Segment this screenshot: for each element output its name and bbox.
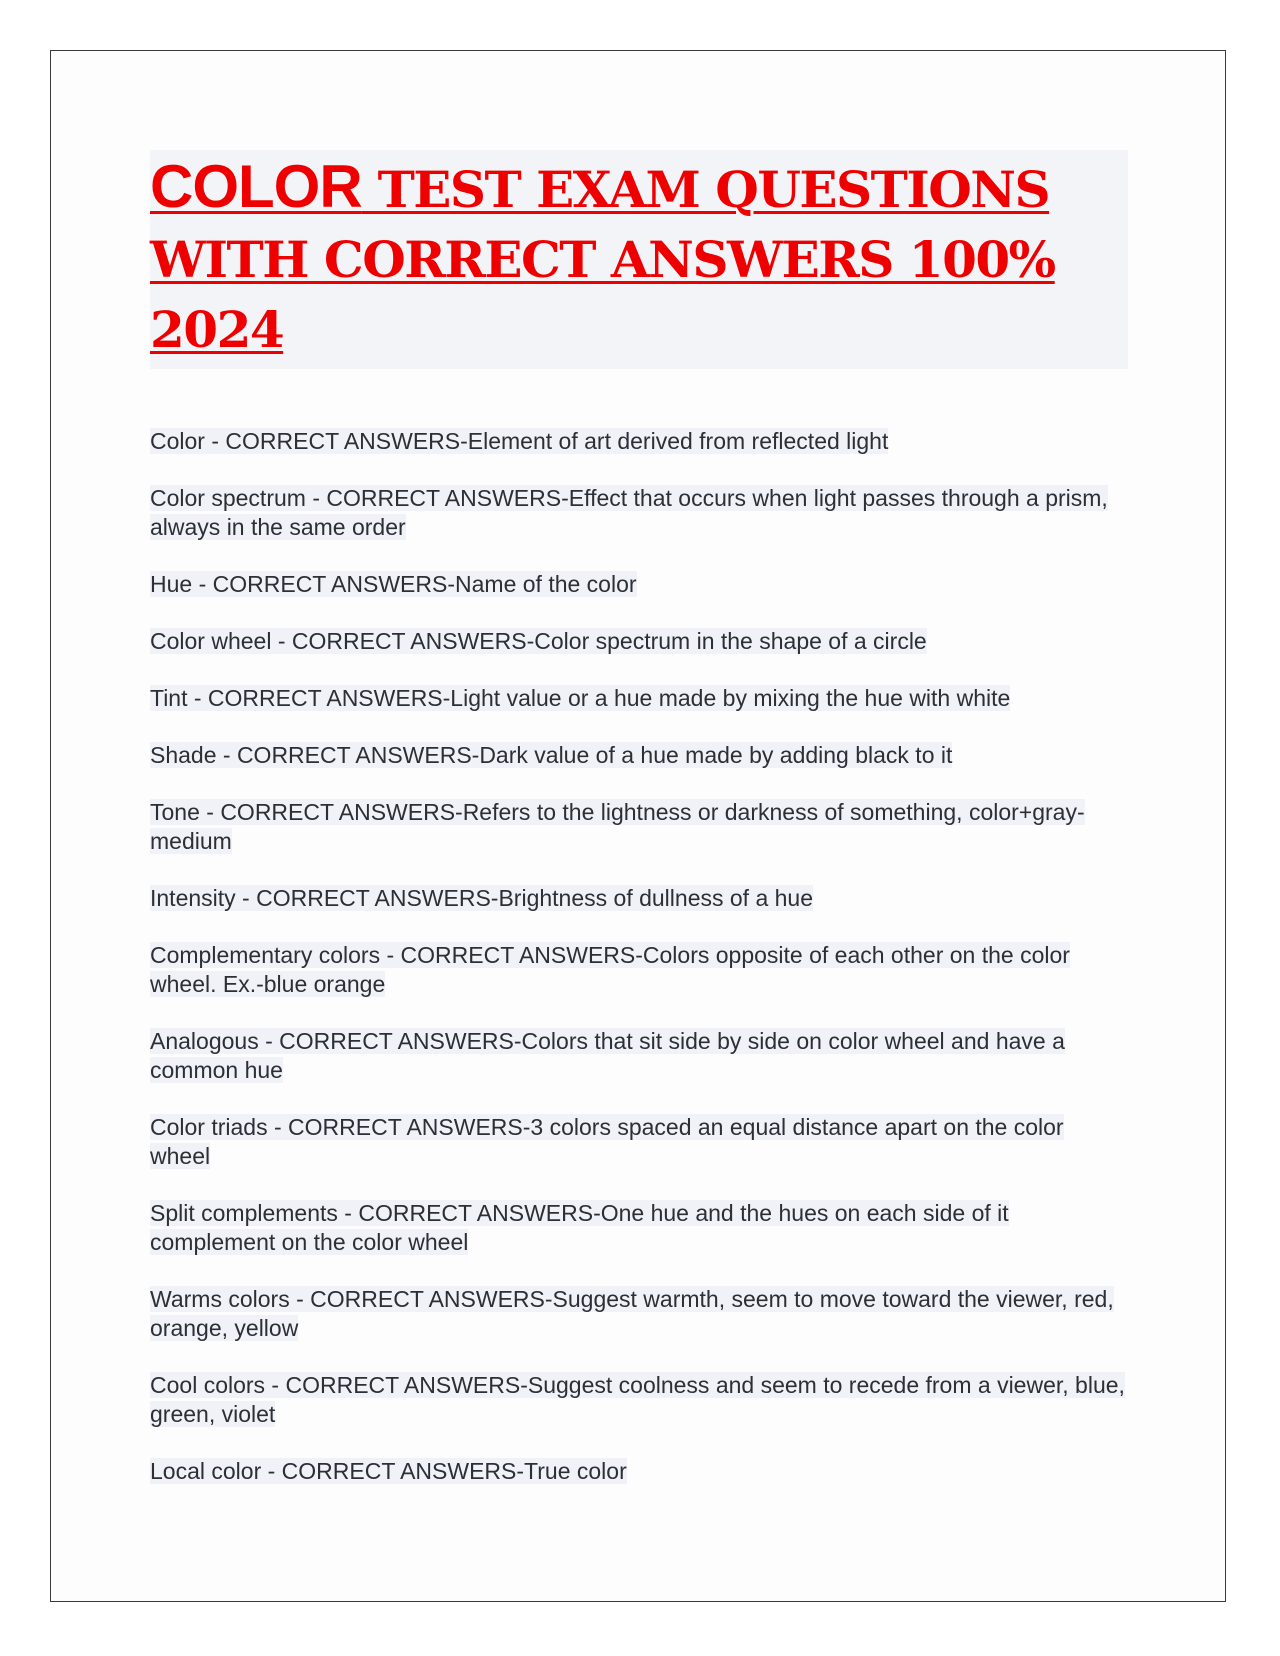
qa-entry-text: Shade - CORRECT ANSWERS-Dark value of a hue made by adding black to it	[150, 742, 953, 768]
qa-entry	[150, 1027, 1128, 1085]
qa-entry	[150, 1199, 1128, 1257]
qa-entry	[150, 741, 1128, 770]
qa-entry	[150, 627, 1128, 656]
title-lead: COLOR	[150, 153, 362, 220]
qa-entry-text: Color wheel - CORRECT ANSWERS-Color spectrum in the shape of a circle	[150, 628, 927, 654]
qa-entry-text: Split complements - CORRECT ANSWERS-One hue and the hues on each side of it complement on the color wheel	[150, 1200, 1009, 1255]
title-block	[150, 150, 1128, 369]
qa-entry	[150, 884, 1128, 913]
qa-entry-text: Analogous - CORRECT ANSWERS-Colors that sit side by side on color wheel and have a common hue	[150, 1028, 1065, 1083]
qa-entry-text: Tone - CORRECT ANSWERS-Refers to the lightness or darkness of something, color+gray- medium	[150, 799, 1085, 854]
qa-list	[150, 427, 1128, 1486]
qa-entry	[150, 1371, 1128, 1429]
qa-entry-text: Hue - CORRECT ANSWERS-Name of the color	[150, 571, 637, 597]
qa-entry-text: Color spectrum - CORRECT ANSWERS-Effect that occurs when light passes through a prism, always in the same order	[150, 485, 1108, 540]
qa-entry-text: Color - CORRECT ANSWERS-Element of art derived from reflected light	[150, 428, 889, 454]
title-rest: TEST EXAM QUESTIONS WITH CORRECT ANSWERS 100% 2024	[150, 160, 1055, 359]
qa-entry	[150, 1113, 1128, 1171]
qa-entry-text: Complementary colors - CORRECT ANSWERS-Colors opposite of each other on the color wheel. Ex.-blue orange	[150, 942, 1070, 997]
qa-entry-text: Warms colors - CORRECT ANSWERS-Suggest warmth, seem to move toward the viewer, red, orange, yellow	[150, 1286, 1114, 1341]
qa-entry	[150, 941, 1128, 999]
page-title	[150, 152, 1128, 365]
qa-entry-text: Tint - CORRECT ANSWERS-Light value or a hue made by mixing the hue with white	[150, 685, 1011, 711]
qa-entry	[150, 684, 1128, 713]
qa-entry	[150, 1285, 1128, 1343]
qa-entry	[150, 798, 1128, 856]
qa-entry	[150, 427, 1128, 456]
qa-entry	[150, 1457, 1128, 1486]
qa-entry-text: Local color - CORRECT ANSWERS-True color	[150, 1458, 627, 1484]
qa-entry	[150, 570, 1128, 599]
qa-entry	[150, 484, 1128, 542]
document-content	[150, 150, 1128, 1514]
qa-entry-text: Cool colors - CORRECT ANSWERS-Suggest coolness and seem to recede from a viewer, blue, green, violet	[150, 1372, 1125, 1427]
qa-entry-text: Color triads - CORRECT ANSWERS-3 colors spaced an equal distance apart on the color wheel	[150, 1114, 1064, 1169]
qa-entry-text: Intensity - CORRECT ANSWERS-Brightness of dullness of a hue	[150, 885, 814, 911]
